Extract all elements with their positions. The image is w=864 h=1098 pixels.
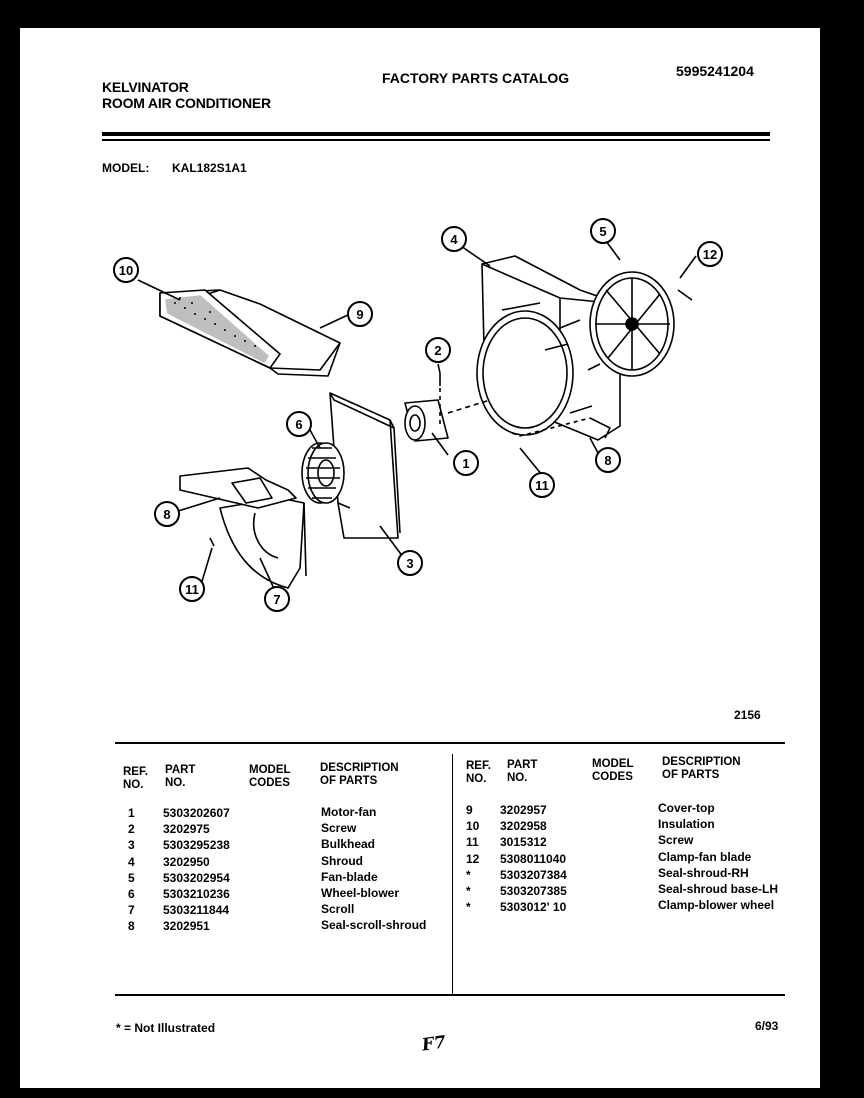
left-desc-header: DESCRIPTION OF PARTS — [320, 762, 399, 787]
description-cell: Insulation — [658, 817, 715, 832]
part-number-cell: 5303202607 — [163, 806, 230, 820]
svg-text:8: 8 — [163, 507, 171, 522]
model-value: KAL182S1A1 — [172, 161, 247, 175]
ref-cell: 1 — [128, 806, 135, 820]
exploded-parts-diagram — [20, 28, 820, 728]
description-cell: Seal-scroll-shroud — [321, 918, 427, 933]
callout-7 — [265, 587, 289, 611]
ref-cell: 12 — [466, 851, 480, 866]
part-number-cell: 5303295238 — [163, 838, 230, 853]
callout-5 — [591, 219, 615, 243]
ref-cell: * — [466, 867, 471, 882]
right-ref-header: REF. NO. — [466, 760, 491, 785]
callout-9 — [348, 302, 372, 326]
part-number-cell: 3202958 — [500, 819, 547, 834]
description-cell: Bulkhead — [321, 837, 376, 852]
part-number-cell: 5303210236 — [163, 887, 230, 901]
blower-wheel-part — [302, 443, 344, 503]
svg-text:11: 11 — [535, 478, 549, 493]
svg-text:12: 12 — [702, 247, 718, 262]
ref-cell: * — [466, 884, 471, 898]
part-number-cell: 5308011040 — [500, 851, 567, 866]
motor-fan-part — [405, 400, 490, 441]
right-desc-header: DESCRIPTION OF PARTS — [662, 756, 741, 781]
svg-text:11: 11 — [185, 582, 199, 597]
svg-text:5: 5 — [599, 224, 607, 239]
description-cell: Seal-shroud-RH — [658, 865, 749, 880]
part-number-cell: 5303012' 10 — [500, 900, 567, 915]
left-ref-header: REF. NO. — [123, 766, 148, 791]
description-cell: Clamp-fan blade — [658, 849, 752, 864]
table-column-divider — [452, 754, 453, 994]
description-cell: Seal-shroud base-LH — [658, 882, 779, 896]
part-number-cell: 3202950 — [163, 854, 210, 869]
callout-6 — [287, 412, 311, 436]
model-label: MODEL: — [102, 161, 150, 175]
part-number-cell: 5303207385 — [500, 884, 567, 898]
ref-cell: 7 — [128, 903, 135, 918]
screw-11-left — [210, 538, 214, 546]
svg-text:3: 3 — [406, 556, 414, 571]
callout-2 — [426, 338, 450, 362]
part-number-cell: 5303207384 — [500, 867, 567, 882]
part-number-cell: 5303202954 — [163, 870, 230, 885]
not-illustrated-note: * = Not Illustrated — [116, 1021, 216, 1035]
right-part-header: PART NO. — [507, 759, 538, 784]
callout-11-left — [180, 577, 204, 601]
table-top-rule — [115, 742, 785, 744]
ref-cell: 5 — [128, 870, 135, 885]
ref-cell: 9 — [466, 803, 473, 817]
description-cell: Wheel-blower — [321, 886, 400, 900]
description-cell: Fan-blade — [321, 869, 378, 884]
svg-text:6: 6 — [295, 417, 303, 432]
callout-4 — [442, 227, 466, 251]
callout-1 — [454, 451, 478, 475]
ref-cell: 6 — [128, 887, 135, 901]
product-name: ROOM AIR CONDITIONER — [102, 95, 271, 111]
clamp-fan-blade-part — [678, 290, 692, 300]
catalog-page — [20, 28, 820, 1088]
revision-date: 6/93 — [755, 1019, 779, 1033]
ref-cell: 11 — [466, 835, 479, 850]
left-part-header: PART NO. — [165, 764, 196, 789]
svg-text:4: 4 — [450, 232, 458, 247]
part-number-cell: 3202975 — [163, 822, 210, 837]
svg-text:10: 10 — [118, 263, 134, 278]
callout-11-right — [530, 473, 554, 497]
description-cell: Screw — [321, 821, 357, 836]
ref-cell: 8 — [128, 919, 135, 934]
description-cell: Screw — [658, 833, 694, 848]
fan-blade-part — [590, 272, 674, 376]
callout-3 — [398, 551, 422, 575]
svg-text:7: 7 — [273, 592, 281, 607]
catalog-title: FACTORY PARTS CATALOG — [382, 70, 570, 86]
ref-cell: 10 — [466, 819, 480, 834]
callout-12 — [698, 242, 722, 266]
page-mark: F7 — [420, 1032, 448, 1056]
catalog-number: 5995241204 — [676, 63, 754, 79]
seal-scroll-shroud-part — [180, 468, 296, 508]
svg-text:9: 9 — [356, 307, 364, 322]
description-cell: Clamp-blower wheel — [658, 898, 775, 913]
ref-cell: 3 — [128, 838, 135, 853]
description-cell: Scroll — [321, 902, 355, 917]
scroll-part — [220, 498, 306, 588]
svg-text:1: 1 — [462, 456, 470, 471]
part-number-cell: 5303211844 — [163, 903, 230, 918]
description-cell: Motor-fan — [321, 805, 377, 819]
callout-10 — [114, 258, 138, 282]
ref-cell: 4 — [128, 854, 135, 869]
ref-cell: * — [466, 900, 471, 915]
ref-cell: 2 — [128, 822, 135, 837]
svg-text:8: 8 — [604, 453, 612, 468]
svg-text:2: 2 — [434, 343, 442, 358]
brand-name: KELVINATOR — [102, 79, 189, 95]
description-cell: Cover-top — [658, 801, 715, 815]
part-number-cell: 3202957 — [500, 803, 547, 817]
table-bottom-rule — [115, 994, 785, 996]
callout-8-left — [155, 502, 179, 526]
part-number-cell: 3015312 — [500, 835, 547, 850]
left-model-header: MODEL CODES — [249, 764, 291, 789]
callout-8-right — [596, 448, 620, 472]
description-cell: Shroud — [321, 853, 363, 868]
part-number-cell: 3202951 — [163, 919, 210, 934]
right-model-header: MODEL CODES — [592, 758, 634, 783]
figure-number: 2156 — [734, 708, 761, 722]
